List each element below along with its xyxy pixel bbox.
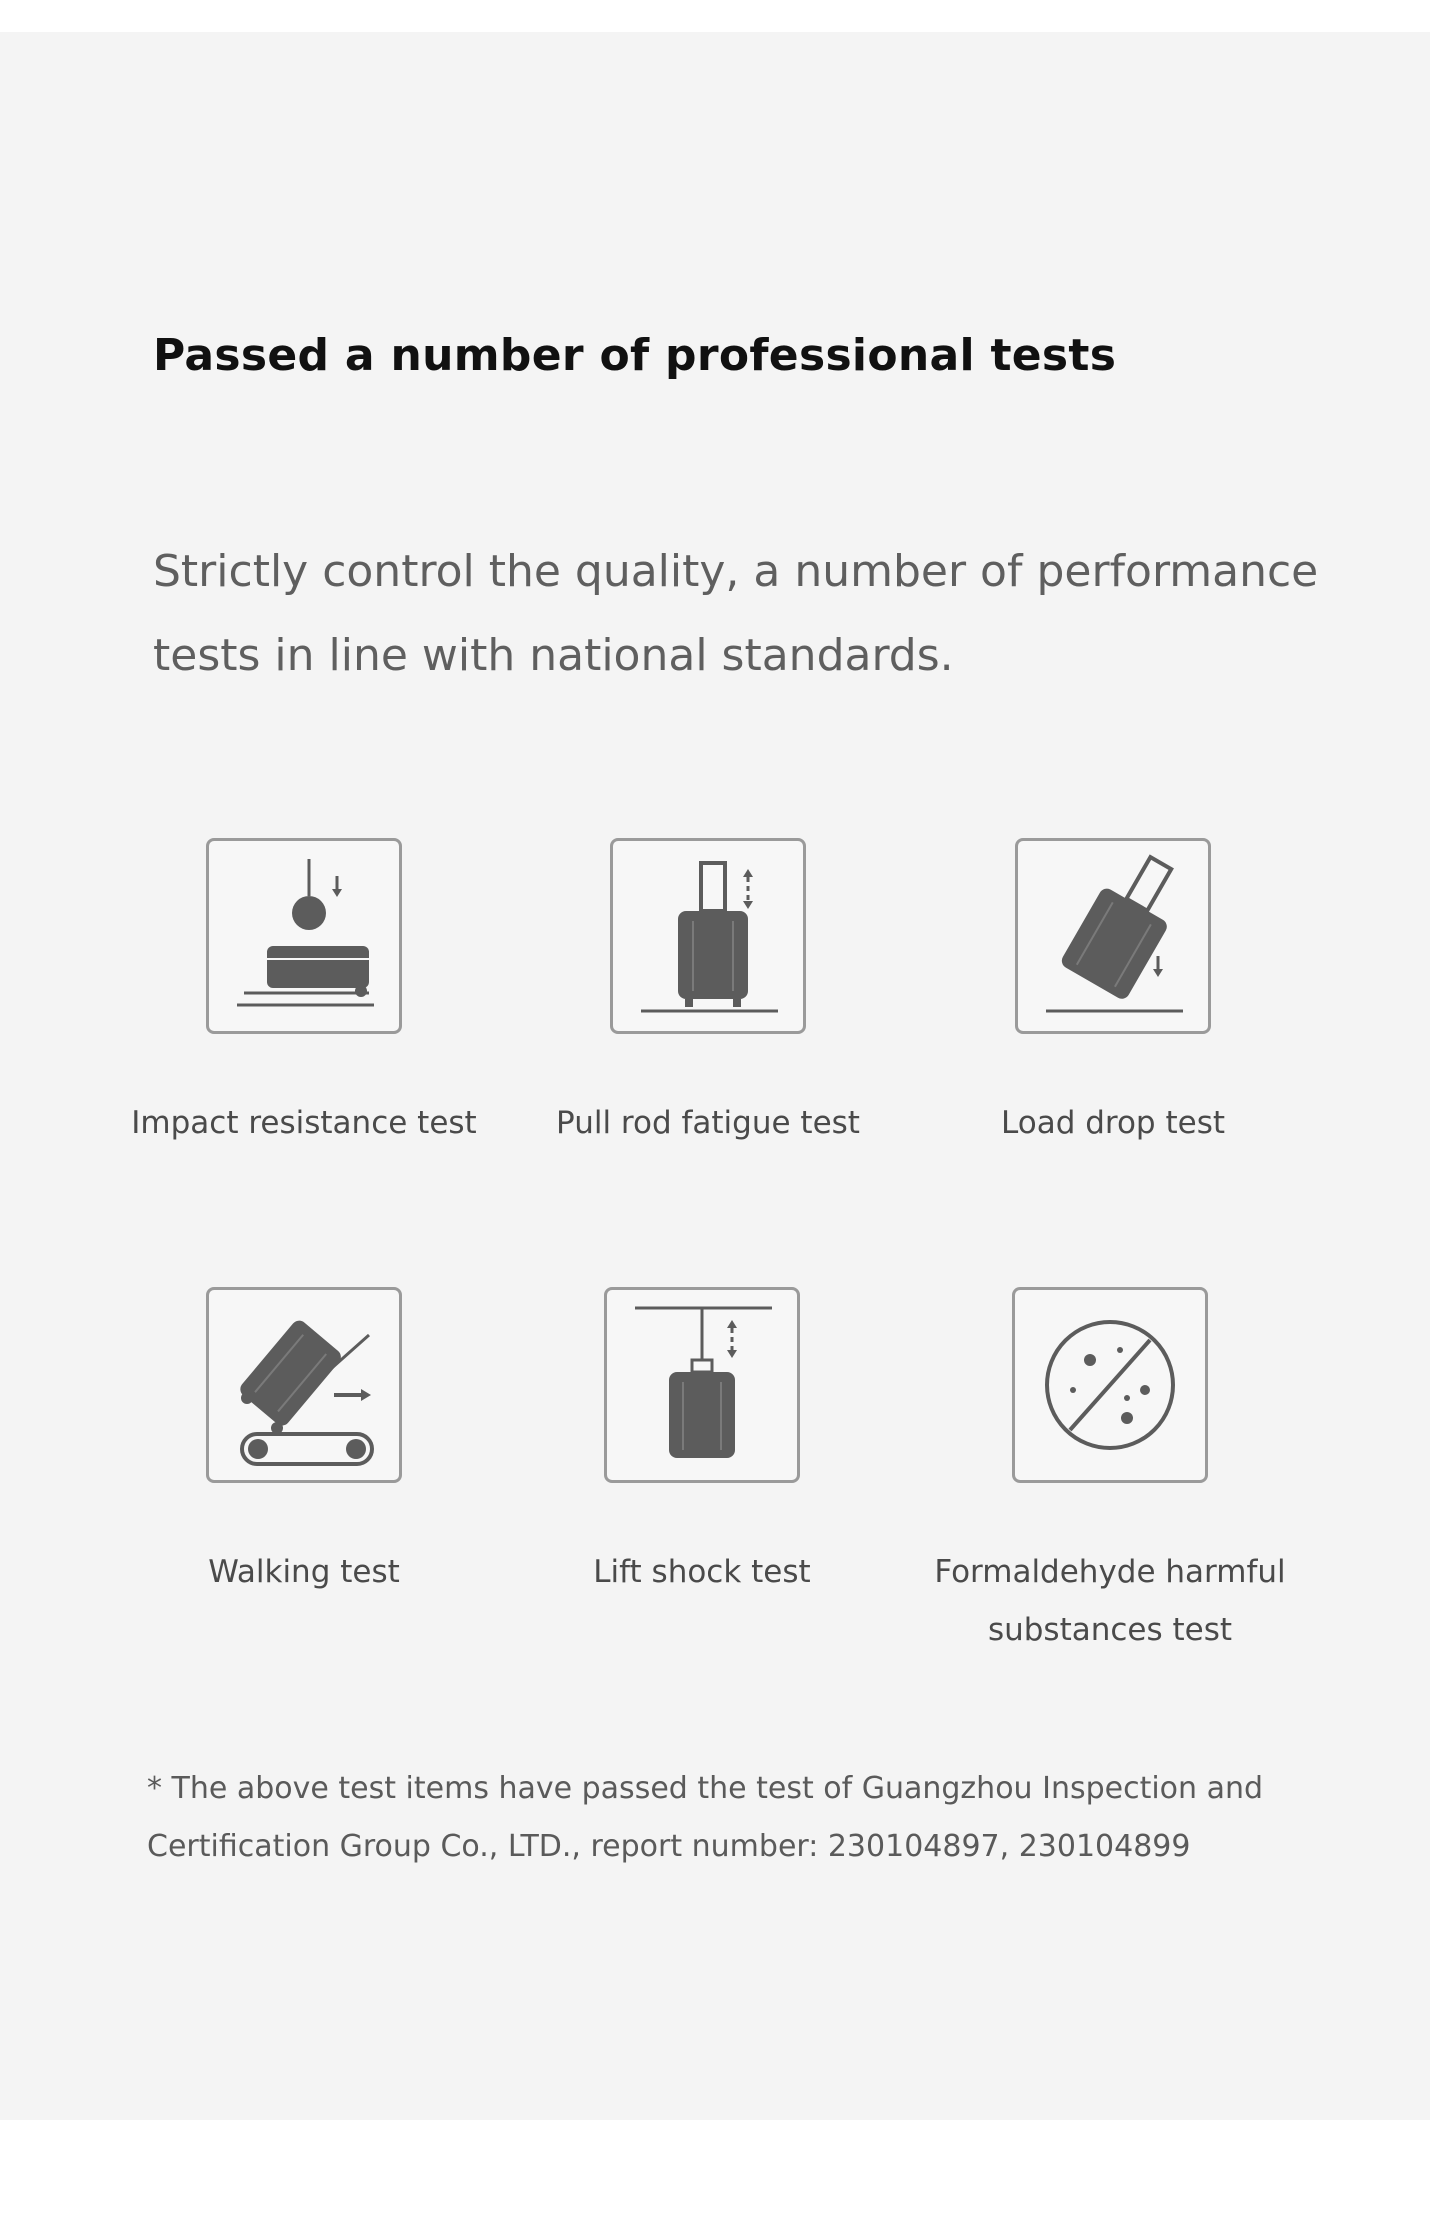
impact-test-icon [206,838,402,1034]
test-item-pull-rod [508,838,908,1152]
formaldehyde-icon [1012,1287,1208,1483]
walking-test-icon [206,1287,402,1483]
footnote: * The above test items have passed the test of Guangzhou Inspection and Certification Group Co., LTD., report number: 230104897, 230104899 [147,1771,1264,1864]
lift-shock-icon [604,1287,800,1483]
test-label-pull-rod: Pull rod fatigue test [556,1105,860,1141]
test-label-walking: Walking test [208,1554,400,1590]
test-item-walking [104,1287,504,1601]
page-subtitle: Strictly control the quality, a number of performance tests in line with national standards. [153,546,1319,681]
test-label-formaldehyde: Formaldehyde harmful substances test [934,1554,1286,1648]
test-label-load-drop: Load drop test [1001,1105,1225,1141]
test-item-lift-shock [502,1287,902,1601]
test-label-lift-shock: Lift shock test [593,1554,811,1590]
test-item-impact [104,838,504,1152]
pull-rod-icon [610,838,806,1034]
load-drop-icon [1015,838,1211,1034]
test-item-formaldehyde [910,1287,1310,1659]
test-item-load-drop [913,838,1313,1152]
page-title: Passed a number of professional tests [153,330,1117,381]
test-label-impact: Impact resistance test [131,1105,477,1141]
